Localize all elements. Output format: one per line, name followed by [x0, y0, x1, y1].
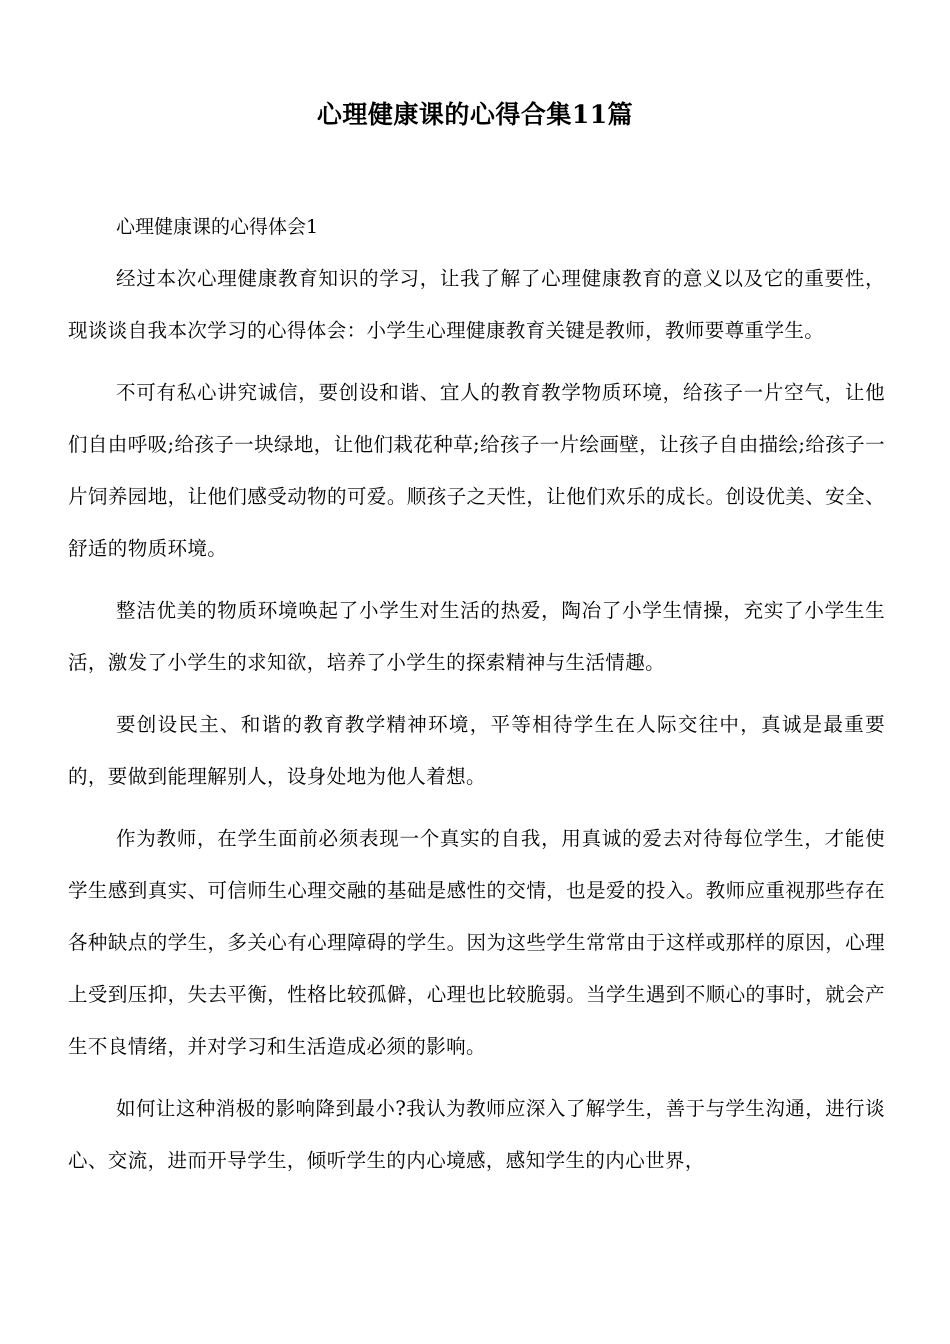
paragraph: 整洁优美的物质环境唤起了小学生对生活的热爱，陶冶了小学生情操，充实了小学生生活，激发了小学生的求知欲，培养了小学生的探索精神与生活情趣。: [68, 599, 885, 674]
document-body: [68, 211, 885, 1197]
paragraph: 不可有私心讲究诚信，要创设和谐、宜人的教育教学物质环境，给孩子一片空气，让他们自由呼吸;给孩子一块绿地，让他们栽花种草;给孩子一片绘画壁，让孩子自由描绘;给孩子一片饲养园地，让他们感受动物的可爱。顺孩子之天性，让他们欢乐的成长。创设优美、安全、舒适的物质环境。: [68, 381, 885, 560]
section-heading: 心理健康课的心得体会1: [116, 216, 319, 238]
paragraph: 作为教师，在学生面前必须表现一个真实的自我，用真诚的爱去对待每位学生，才能使学生感到真实、可信师生心理交融的基础是感性的交情，也是爱的投入。教师应重视那些存在各种缺点的学生，多关心有心理障碍的学生。因为这些学生常常由于这样或那样的原因，心理上受到压抑，失去平衡，性格比较孤僻，心理也比较脆弱。当学生遇到不顺心的事时，就会产生不良情绪，并对学习和生活造成必须的影响。: [68, 827, 885, 1058]
paragraph: 经过本次心理健康教育知识的学习，让我了解了心理健康教育的意义以及它的重要性，现谈谈自我本次学习的心得体会：小学生心理健康教育关键是教师，教师要尊重学生。: [68, 267, 885, 342]
paragraph: 如何让这种消极的影响降到最小?我认为教师应深入了解学生，善于与学生沟通，进行谈心、交流，进而开导学生，倾听学生的内心境感，感知学生的内心世界，: [68, 1097, 885, 1172]
document-title: 心理健康课的心得合集11篇: [316, 100, 634, 129]
paragraph: 要创设民主、和谐的教育教学精神环境，平等相待学生在人际交往中，真诚是最重要的，要做到能理解别人，设身处地为他人着想。: [68, 713, 885, 788]
